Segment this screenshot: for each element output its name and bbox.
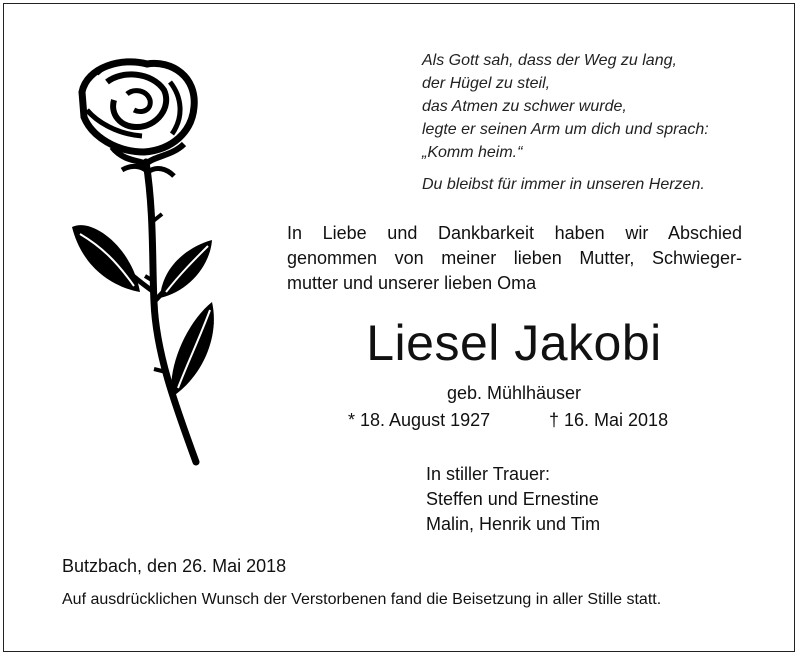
mourners [426, 462, 600, 537]
deceased-name: Liesel Jakobi [366, 315, 662, 371]
burial-note: Auf ausdrücklichen Wunsch der Verstorbenen fand die Beisetzung in aller Stille statt. [62, 591, 662, 608]
mourner-names: Steffen und Ernestine [426, 489, 599, 509]
mourners-heading: In stiller Trauer: [426, 464, 551, 484]
death-date: † 16. Mai 2018 [549, 410, 669, 430]
poem [422, 49, 709, 196]
poem-line: der Hügel zu steil, [422, 75, 551, 92]
poem-line: Als Gott sah, dass der Weg zu lang, [422, 52, 677, 69]
maiden-name: geb. Mühlhäuser [446, 383, 582, 403]
birth-date: * 18. August 1927 [348, 410, 491, 430]
poem-line: legte er seinen Arm um dich und sprach: [422, 121, 709, 138]
intro-line: In Liebe und Dankbarkeit haben wir Abschied [287, 223, 742, 243]
intro-line: genommen von meiner lieben Mutter, Schwieger- [287, 248, 742, 268]
rose-icon [62, 52, 222, 466]
poem-line: „Komm heim.“ [422, 144, 523, 161]
place-date: Butzbach, den 26. Mai 2018 [62, 556, 287, 576]
mourner-names: Malin, Henrik und Tim [426, 514, 601, 534]
poem-line: das Atmen zu schwer wurde, [422, 98, 627, 115]
intro-text [287, 221, 742, 296]
poem-closing: Du bleibst für immer in unseren Herzen. [422, 176, 705, 193]
intro-line: mutter und unserer lieben Oma [287, 273, 537, 293]
